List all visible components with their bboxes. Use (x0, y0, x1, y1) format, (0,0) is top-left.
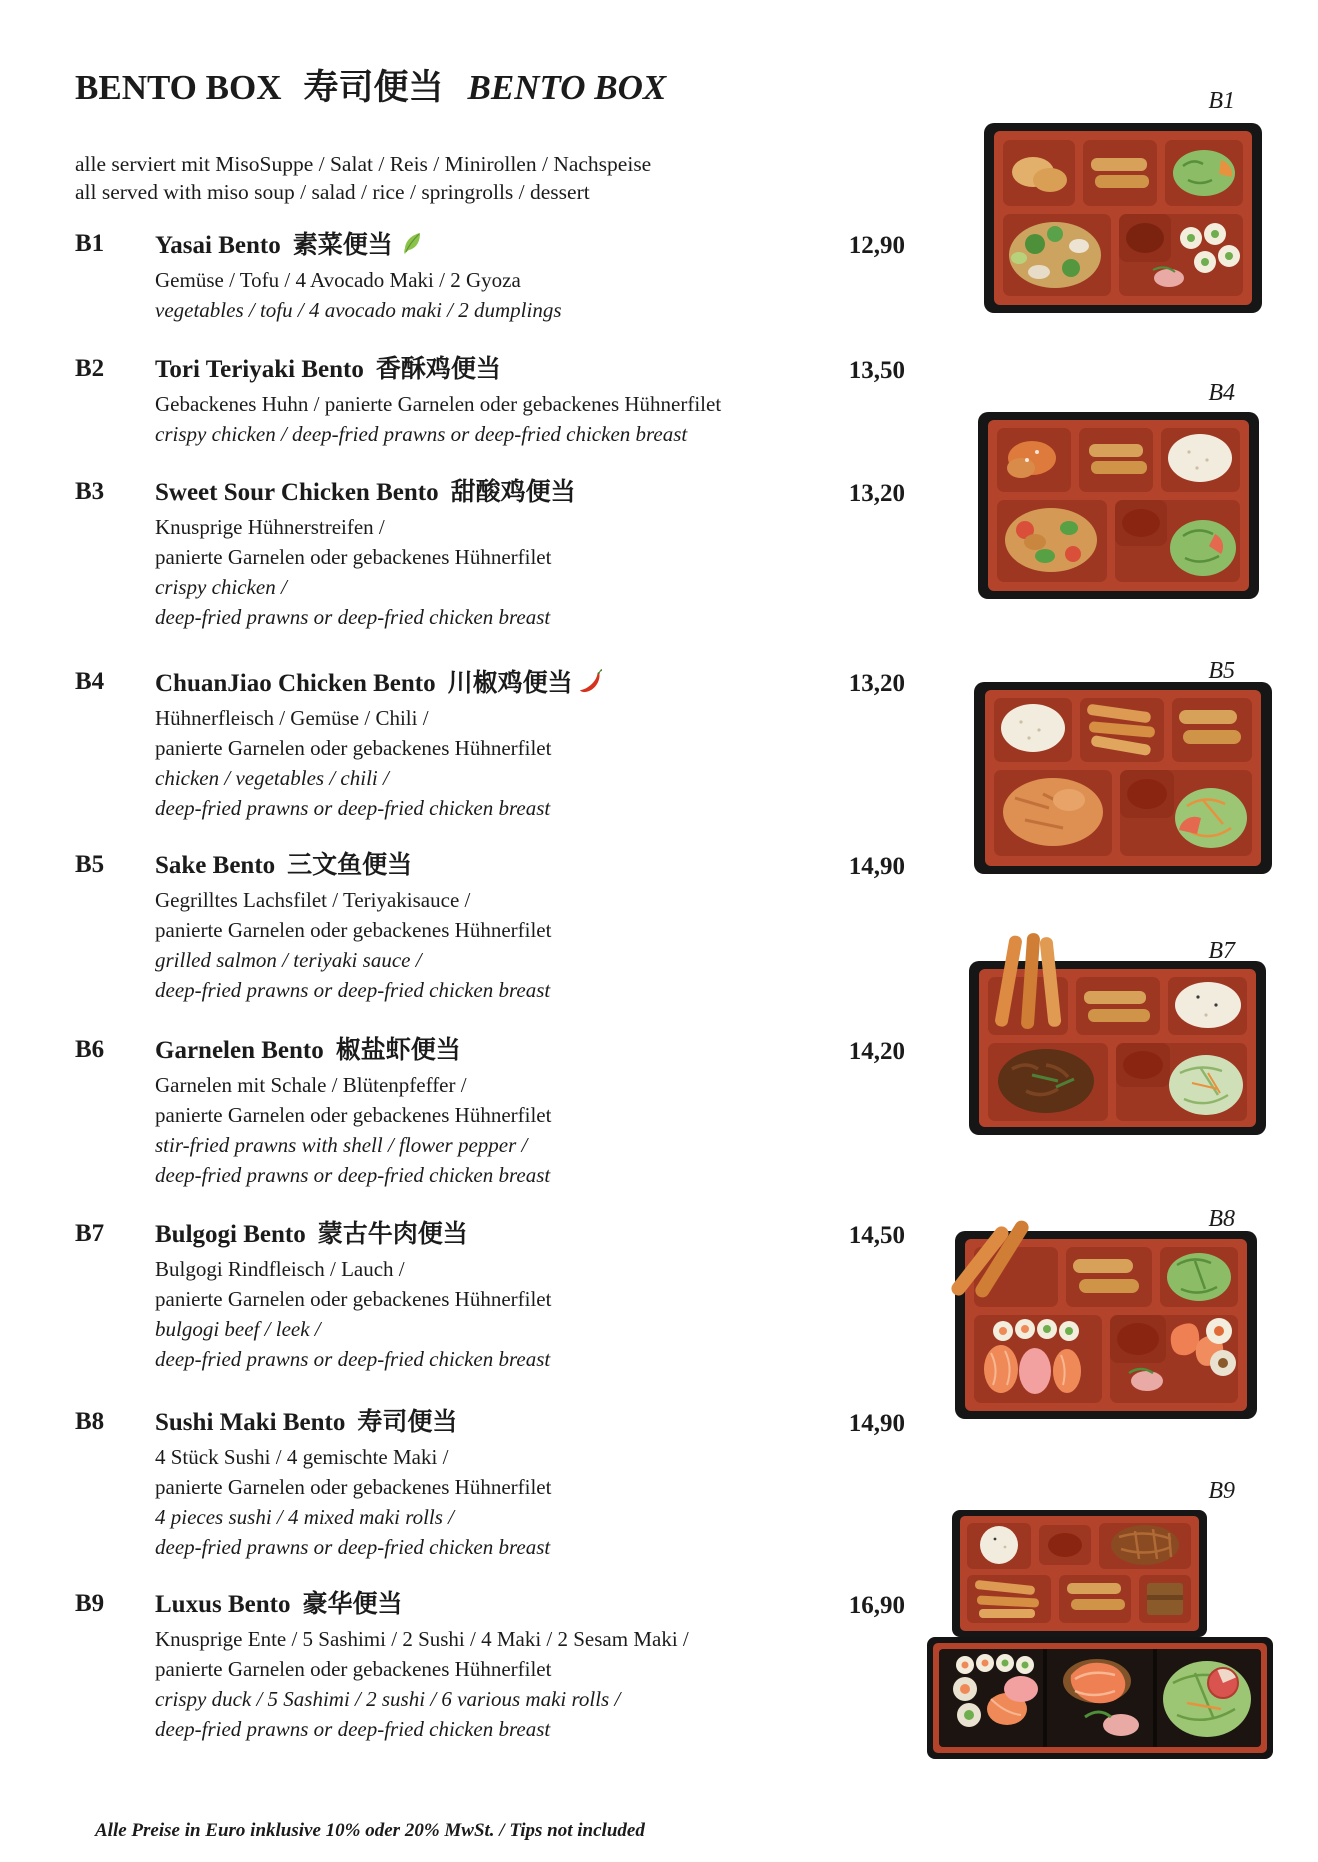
menu-item-b1 (75, 230, 905, 325)
menu-item-b5 (75, 851, 905, 1005)
page-title-cn: 寿司便当 (303, 68, 444, 107)
item-code: B2 (75, 355, 105, 382)
item-name: Luxus Bento (155, 1591, 291, 1618)
menu-item-b4 (75, 668, 905, 823)
item-desc-en: deep-fried prawns or deep-fried chicken breast (155, 796, 551, 820)
item-name: Tori Teriyaki Bento (155, 356, 364, 383)
item-desc-en: crispy chicken / deep-fried prawns or deep-fried chicken breast (155, 422, 688, 446)
item-desc-de: Gemüse / Tofu / 4 Avocado Maki / 2 Gyoza (155, 268, 521, 292)
item-desc-de: Gegrilltes Lachsfilet / Teriyakisauce / (155, 888, 471, 912)
item-code: B9 (75, 1590, 105, 1617)
bento-photo-b9 (925, 1503, 1275, 1765)
item-name-cn: 三文鱼便当 (287, 852, 413, 879)
photo-label-b1: B1 (1208, 88, 1235, 114)
item-name: Sweet Sour Chicken Bento (155, 479, 439, 506)
item-price: 13,50 (848, 357, 905, 384)
item-desc-de: Knusprige Hühnerstreifen / (155, 515, 385, 539)
bento-photo-b5 (973, 678, 1273, 878)
page-subtitle (75, 150, 651, 206)
item-name-cn: 豪华便当 (302, 1591, 403, 1618)
leaf-icon (399, 230, 425, 256)
item-desc-de: panierte Garnelen oder gebackenes Hühnerfilet (155, 1475, 552, 1499)
item-name-cn: 甜酸鸡便当 (450, 479, 576, 506)
item-desc-de: panierte Garnelen oder gebackenes Hühnerfilet (155, 736, 552, 760)
item-desc-en: deep-fried prawns or deep-fried chicken breast (155, 1163, 551, 1187)
menu-item-b7 (75, 1220, 905, 1374)
item-name: Sushi Maki Bento (155, 1409, 346, 1436)
item-desc-en: deep-fried prawns or deep-fried chicken breast (155, 605, 551, 629)
item-desc-en: vegetables / tofu / 4 avocado maki / 2 dumplings (155, 298, 562, 322)
item-desc-en: crispy chicken / (155, 575, 287, 599)
item-desc-en: chicken / vegetables / chili / (155, 766, 389, 790)
item-desc-de: Knusprige Ente / 5 Sashimi / 2 Sushi / 4 Maki / 2 Sesam Maki / (155, 1627, 689, 1651)
page-title-main: BENTO BOX (75, 68, 282, 107)
item-desc-de: Gebackenes Huhn / panierte Garnelen oder gebackenes Hühnerfilet (155, 392, 722, 416)
item-name-cn: 素菜便当 (292, 232, 393, 259)
item-price: 13,20 (848, 670, 905, 697)
item-desc-de: panierte Garnelen oder gebackenes Hühnerfilet (155, 1287, 552, 1311)
item-desc-de: panierte Garnelen oder gebackenes Hühnerfilet (155, 1103, 552, 1127)
item-price: 14,90 (848, 853, 905, 880)
item-name: ChuanJiao Chicken Bento (155, 670, 436, 697)
item-code: B6 (75, 1036, 105, 1063)
footer-note: Alle Preise in Euro inklusive 10% oder 20% MwSt. / Tips not included (95, 1820, 645, 1841)
item-desc-de: panierte Garnelen oder gebackenes Hühnerfilet (155, 545, 552, 569)
item-desc-en: stir-fried prawns with shell / flower pepper / (155, 1133, 528, 1157)
photo-label-b8: B8 (1208, 1206, 1235, 1232)
item-name-cn: 寿司便当 (357, 1409, 458, 1436)
photo-label-b5: B5 (1208, 658, 1235, 684)
item-desc-de: 4 Stück Sushi / 4 gemischte Maki / (155, 1445, 449, 1469)
item-name-cn: 川椒鸡便当 (447, 670, 573, 697)
item-desc-de: Bulgogi Rindfleisch / Lauch / (155, 1257, 405, 1281)
item-desc-de: panierte Garnelen oder gebackenes Hühnerfilet (155, 1657, 552, 1681)
item-price: 13,20 (848, 480, 905, 507)
item-code: B1 (75, 230, 105, 257)
item-desc-en: deep-fried prawns or deep-fried chicken breast (155, 1535, 551, 1559)
bento-photo-b1 (983, 118, 1263, 318)
item-desc-en: crispy duck / 5 Sashimi / 2 sushi / 6 various maki rolls / (155, 1687, 621, 1711)
item-desc-en: deep-fried prawns or deep-fried chicken breast (155, 978, 551, 1002)
item-desc-de: Hühnerfleisch / Gemüse / Chili / (155, 706, 429, 730)
photo-label-b7: B7 (1208, 938, 1235, 964)
item-desc-en: grilled salmon / teriyaki sauce / (155, 948, 422, 972)
item-price: 14,90 (848, 1410, 905, 1437)
item-code: B3 (75, 478, 105, 505)
item-desc-de: panierte Garnelen oder gebackenes Hühnerfilet (155, 918, 552, 942)
photo-label-b4: B4 (1208, 380, 1235, 406)
menu-item-b2 (75, 355, 905, 449)
page-title (75, 60, 666, 110)
item-desc-de: Garnelen mit Schale / Blütenpfeffer / (155, 1073, 467, 1097)
subtitle-en: all served with miso soup / salad / rice / springrolls / dessert (75, 180, 590, 204)
item-price: 16,90 (848, 1592, 905, 1619)
menu-item-b9 (75, 1590, 905, 1744)
subtitle-de: alle serviert mit MisoSuppe / Salat / Reis / Minirollen / Nachspeise (75, 152, 652, 176)
item-desc-en: bulgogi beef / leek / (155, 1317, 321, 1341)
item-code: B8 (75, 1408, 105, 1435)
item-price: 14,50 (848, 1222, 905, 1249)
bento-photo-b4 (977, 408, 1260, 603)
menu-item-b8 (75, 1408, 905, 1562)
menu-item-b6 (75, 1036, 905, 1190)
photo-label-b9: B9 (1208, 1478, 1235, 1504)
item-code: B7 (75, 1220, 105, 1247)
item-name: Bulgogi Bento (155, 1221, 306, 1248)
item-price: 14,20 (848, 1038, 905, 1065)
bento-photo-b8 (943, 1213, 1267, 1423)
item-name-cn: 椒盐虾便当 (335, 1037, 461, 1064)
item-code: B5 (75, 851, 105, 878)
item-code: B4 (75, 668, 105, 695)
chili-icon (579, 668, 603, 694)
item-name-cn: 香酥鸡便当 (375, 356, 501, 383)
item-desc-en: 4 pieces sushi / 4 mixed maki rolls / (155, 1505, 455, 1529)
item-name: Sake Bento (155, 852, 276, 879)
item-price: 12,90 (848, 232, 905, 259)
item-name-cn: 蒙古牛肉便当 (317, 1221, 468, 1248)
item-desc-en: deep-fried prawns or deep-fried chicken breast (155, 1717, 551, 1741)
item-name: Yasai Bento (155, 232, 281, 259)
page-title-italic: BENTO BOX (467, 68, 667, 107)
item-desc-en: deep-fried prawns or deep-fried chicken breast (155, 1347, 551, 1371)
menu-item-b3 (75, 478, 905, 632)
item-name: Garnelen Bento (155, 1037, 324, 1064)
